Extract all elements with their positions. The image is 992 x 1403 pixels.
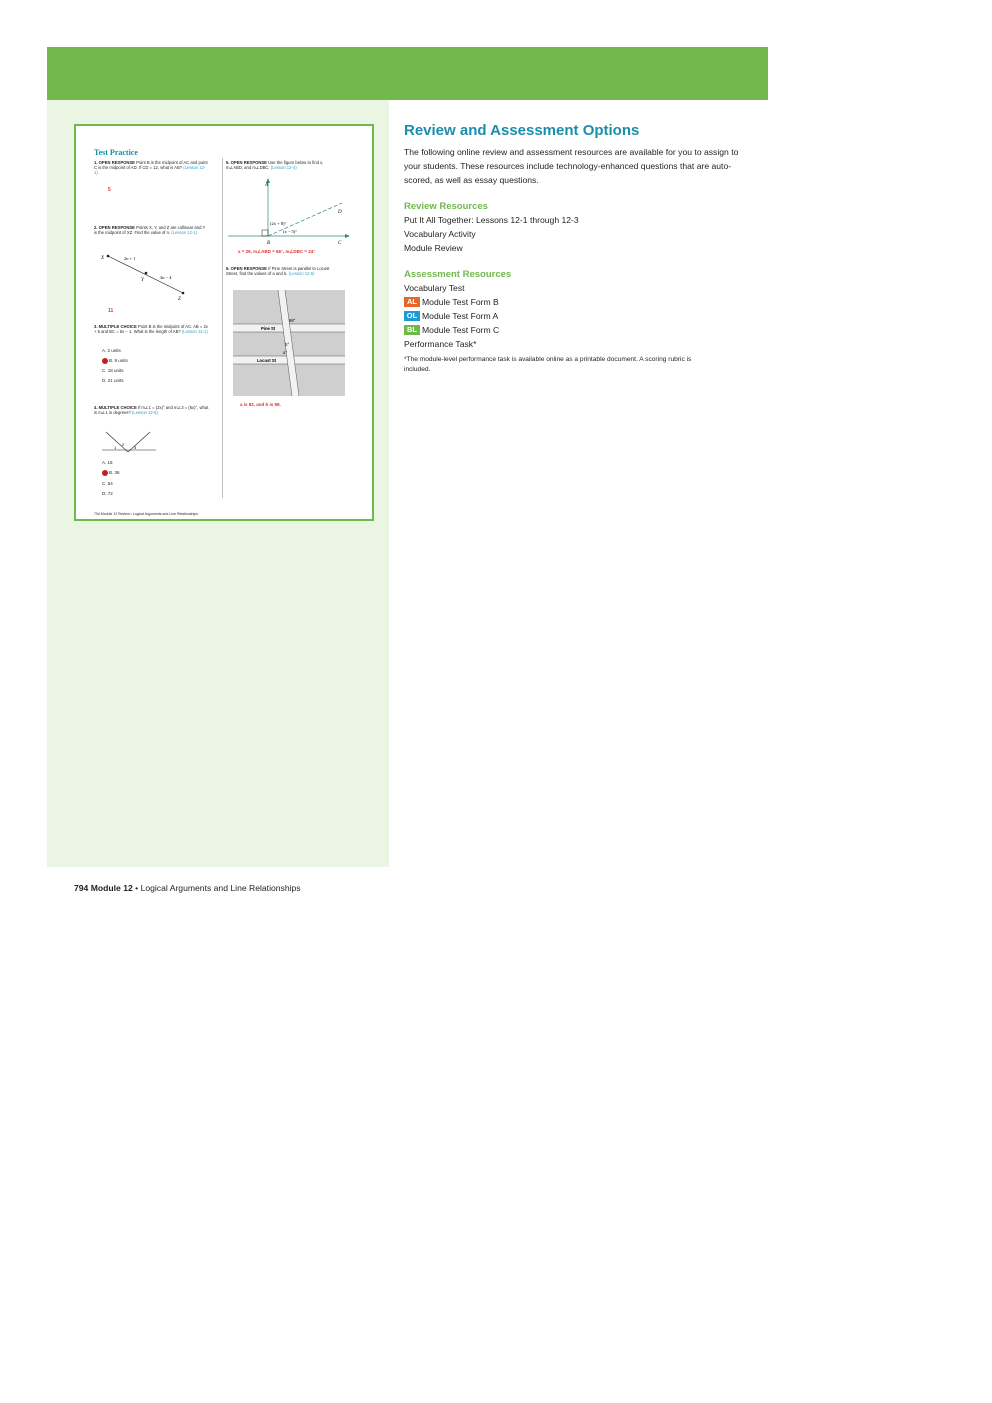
question-2-diagram xyxy=(98,251,198,301)
svg-text:Pine St: Pine St xyxy=(261,326,276,331)
question-5-diagram xyxy=(226,174,356,246)
svg-text:98°: 98° xyxy=(289,318,296,323)
svg-text:(x − 5)°: (x − 5)° xyxy=(283,229,298,234)
svg-text:D: D xyxy=(338,210,342,215)
svg-text:1: 1 xyxy=(114,445,117,450)
svg-text:2n + 1: 2n + 1 xyxy=(124,256,136,261)
q4-choice-b: B. 36 xyxy=(102,470,120,476)
q3-choice-a: A. 2 units xyxy=(102,348,121,353)
section-title: Review and Assessment Options xyxy=(404,122,640,139)
svg-text:Locust St: Locust St xyxy=(257,358,277,363)
page-number: 794 xyxy=(74,883,89,893)
assessment-resources-heading: Assessment Resources xyxy=(404,269,512,280)
assessment-item-form-a[interactable]: OL Module Test Form A xyxy=(404,309,744,323)
svg-text:3n − 4: 3n − 4 xyxy=(160,275,172,280)
question-1: 1. OPEN RESPONSE Point B is the midpoint of AC and point C is the midpoint of AD. If CD = 12, what is AB? (Lesson 12-1) xyxy=(94,160,208,176)
street-map xyxy=(233,290,345,396)
question-2-answer: 11 xyxy=(108,308,114,314)
svg-text:Y: Y xyxy=(141,278,144,283)
svg-text:X: X xyxy=(101,256,105,261)
ol-level-badge: OL xyxy=(404,311,420,321)
assessment-item-form-b[interactable]: AL Module Test Form B xyxy=(404,295,744,309)
header-band xyxy=(47,47,768,100)
assessment-item-vocabulary-test[interactable]: Vocabulary Test xyxy=(404,283,465,293)
question-4-diagram xyxy=(100,428,160,458)
svg-text:C: C xyxy=(338,241,342,246)
question-2: 2. OPEN RESPONSE Points X, Y, and Z are collinear and Y is the midpoint of XZ. Find the value of n. (Lesson 12-1) xyxy=(94,225,206,236)
test-practice-title: Test Practice xyxy=(94,148,138,157)
column-divider xyxy=(222,158,223,498)
review-assessment-section xyxy=(404,122,744,375)
question-5: 5. OPEN RESPONSE Use the figure below to find x, m∠ABD, and m∠DBC. (Lesson 12-4) xyxy=(226,160,324,171)
al-level-badge: AL xyxy=(404,297,420,307)
q3-choice-c: C. 18 units xyxy=(102,368,124,373)
question-6: 6. OPEN RESPONSE If Pine Street is parallel to Locust Street, find the values of a and b. (Lesson 12-5) xyxy=(226,266,330,277)
student-page-thumbnail xyxy=(74,124,374,521)
q4-choice-c: C. 54 xyxy=(102,481,113,486)
review-item[interactable]: Put It All Together: Lessons 12-1 through 12-3 xyxy=(404,215,579,225)
q3-choice-b: B. 9 units xyxy=(102,358,128,364)
module-label: Module 12 xyxy=(90,883,133,893)
question-1-answer: 5 xyxy=(108,187,111,193)
assessment-item-performance-task[interactable]: Performance Task* xyxy=(404,339,477,349)
question-5-answer: x = 29, m∠ABD = 66°, m∠DBC = 24° xyxy=(238,249,316,254)
question-6-answer: a is 82, and b is 98. xyxy=(240,402,281,407)
module-title: Logical Arguments and Line Relationships xyxy=(140,883,301,893)
thumbnail-footer: 794 Module 12 Review • Logical Arguments and Line Relationships xyxy=(94,512,198,516)
review-resources-heading: Review Resources xyxy=(404,201,488,212)
intro-text: The following online review and assessment resources are available for you to assign to your students. These resources include technology-enhanced questions that are auto-scored, as well as essay questions. xyxy=(404,147,739,185)
bl-level-badge: BL xyxy=(404,325,420,335)
assessment-item-form-c[interactable]: BL Module Test Form C xyxy=(404,323,744,337)
review-item[interactable]: Vocabulary Activity xyxy=(404,229,476,239)
review-item[interactable]: Module Review xyxy=(404,243,463,253)
svg-text:B: B xyxy=(267,241,271,246)
svg-text:a°: a° xyxy=(283,350,288,355)
svg-text:b°: b° xyxy=(285,342,290,347)
selected-bubble-icon xyxy=(102,470,108,476)
page-footer xyxy=(74,883,301,893)
q3-choice-d: D. 21 units xyxy=(102,378,124,383)
separator: • xyxy=(135,883,139,893)
q4-choice-a: A. 18 xyxy=(102,460,113,465)
svg-text:A: A xyxy=(265,183,269,188)
svg-text:(2x + 8)°: (2x + 8)° xyxy=(270,221,287,226)
svg-text:Z: Z xyxy=(178,297,181,301)
question-4: 4. MULTIPLE CHOICE If m∠1 = (2x)° and m∠3 = (5x)°, what is m∠1 in degrees? (Lesson 12-5) xyxy=(94,405,209,416)
selected-bubble-icon xyxy=(102,358,108,364)
footnote: *The module-level performance task is available online as a printable document. A scoring rubric is included. xyxy=(404,356,692,373)
q4-choice-d: D. 72 xyxy=(102,491,113,496)
svg-text:2: 2 xyxy=(122,442,125,447)
question-3: 3. MULTIPLE CHOICE Point B is the midpoint of AC. AB = 2x + 5 and BC = 5x − 1. What is the length of AB? (Lesson 12-1) xyxy=(94,324,208,335)
svg-text:3: 3 xyxy=(134,445,137,450)
